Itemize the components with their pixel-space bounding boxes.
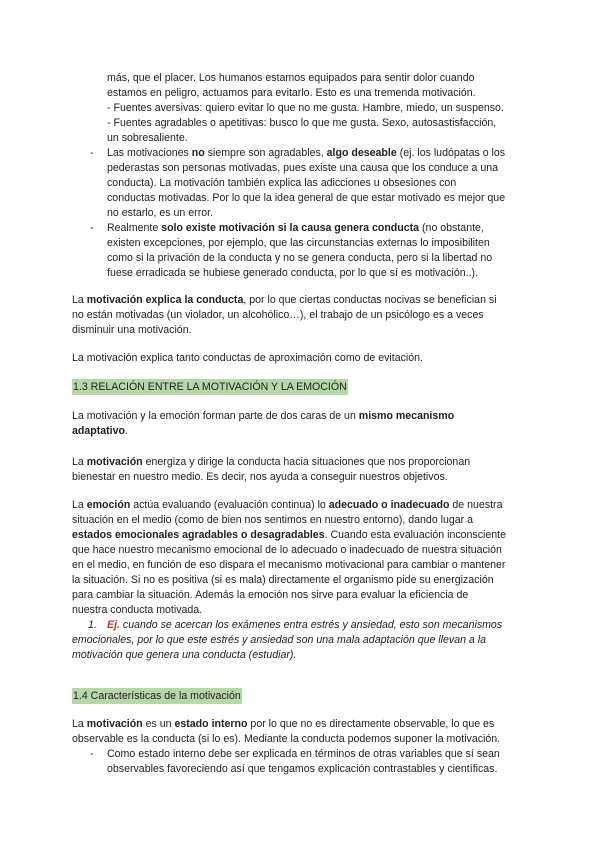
bullet-dash: - [90,748,94,760]
paragraph-line: adaptativo. [72,425,128,437]
paragraph-line: La motivación explica la conducta, por lo que ciertas conductas nocivas se benefician si [72,294,497,306]
text-line: - Fuentes agradables o apetitivas: busco lo que me gusta. Sexo, autosastisfacción, [107,117,497,129]
bullet-dash: - [90,222,94,234]
example-line: motivación que genera una conducta (estudiar). [72,649,297,661]
text-line: nuestra conducta motivada. [72,604,203,616]
paragraph-line: La motivación es un estado interno por lo que no es directamente observable, lo que es [72,718,495,730]
text-line: bienestar en nuestro medio. Es decir, nos ayuda a conseguir nuestros objetivos. [72,471,448,483]
text-line: la situación. Si no es positiva (si es mala) directamente el organismo pide su energización [72,574,494,586]
text-line: más, que el placer. Los humanos estamos equipados para sentir dolor cuando [107,72,475,84]
text-line: no estarlo, es un error. [107,207,213,219]
text-line: - Fuentes aversivas: quiero evitar lo que no me gusta. Hambre, miedo, un suspenso. [107,102,504,114]
text-line: existen excepciones, por ejemplo, que las circunstancias externas lo imposibiliten [107,237,490,249]
paragraph-line: estados emocionales agradables o desagradables. Cuando esta evaluación inconsciente [72,529,506,541]
example-line: Ej. cuando se acercan los exámenes entra estrés y ansiedad, esto son mecanismos [107,619,503,631]
text-line: conductas motivadas. Por lo que la idea general de que estar motivado es mejor que [107,192,506,204]
example-line: emocionales, por lo que este estrés y ansiedad son una mala adaptación que llevan a la [72,634,487,646]
bullet-dash: - [90,147,94,159]
paragraph-line: La emoción actúa evaluando (evaluación continua) lo adecuado o inadecuado de nuestra [72,499,503,511]
text-line: fuese erradicada se hubiese generado conducta, por lo que sí es motivación..). [107,267,479,279]
text-line: que hace nuestro mecanismo emocional de lo adecuado o inadecuado de nuestra situación [72,544,502,556]
bullet-text: Las motivaciones no siempre son agradables, algo deseable (ej. los ludópatas o los [107,147,506,159]
section-heading: 1.3 RELACIÓN ENTRE LA MOTIVACIÓN Y LA EMOCIÓN [73,381,347,393]
bullet-text: Como estado interno debe ser explicada en términos de otras variables que sí sean [107,748,500,760]
text-line: observable es la conducta (si lo es). Mediante la conducta podemos suponer la motivación. [72,733,501,745]
text-line: pederastas son personas motivadas, pues existe una causa que los conduce a una [107,162,499,174]
text-line: para cambiar la situación. Además la emoción nos sirve para evaluar la eficiencia de [72,589,469,601]
text-line: estamos en peligro, actuamos para evitarlo. Esto es una tremenda motivación. [107,87,476,99]
list-number: 1. [88,619,97,631]
text-line: como si la privación de la conducta y no se genera conducta, pero si la libertad no [107,252,493,264]
paragraph-line: La motivación energiza y dirige la conducta hacia situaciones que nos proporcionan [72,456,471,468]
text-line: observables favoreciendo así que tengamos explicación contrastables y científicas. [107,763,498,775]
text-line: en el medio, en función de eso dispara el mecanismo motivacional para cambiar o mantener [72,559,506,571]
text-line: no están motivadas (un violador, un alcohólico…), el trabajo de un psicólogo es a veces [72,309,484,321]
paragraph-line: La motivación explica tanto conductas de aproximación como de evitación. [72,352,423,364]
section-heading: 1.4 Características de la motivación [73,690,241,702]
text-line: un sobresaliente. [107,132,188,144]
bullet-text: Realmente solo existe motivación si la causa genera conducta (no obstante, [107,222,484,234]
paragraph-line: La motivación y la emoción forman parte de dos caras de un mismo mecanismo [72,410,455,422]
text-line: situación en el medio (como de bien nos sentimos en nuestro entorno), dando lugar a [72,514,474,526]
text-line: conducta). La motivación también explica las adicciones u obsesiones con [107,177,457,189]
text-line: disminuir una motivación. [72,324,192,336]
